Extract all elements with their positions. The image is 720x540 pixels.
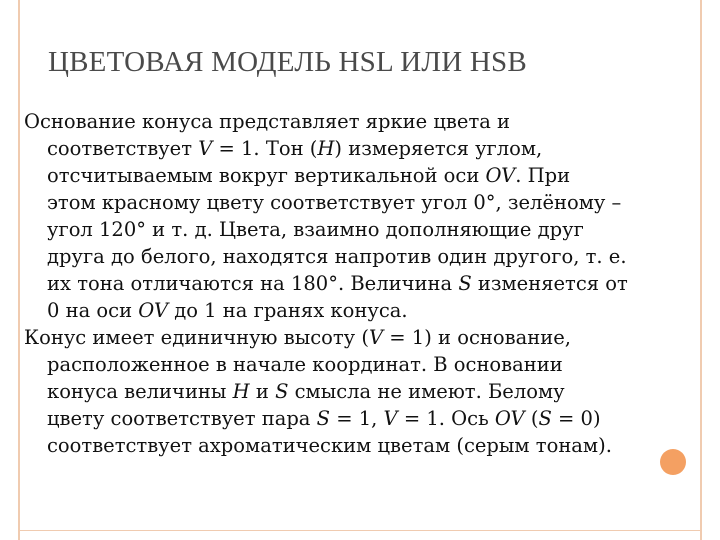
- text-line: [24, 405, 694, 432]
- slide-title: ЦВЕТОВАЯ МОДЕЛЬ HSL ИЛИ HSB: [48, 46, 527, 78]
- variable-s: S: [275, 380, 289, 403]
- text-run: и: [249, 380, 276, 403]
- slide-body: [24, 108, 694, 459]
- variable-ov: OV: [485, 164, 516, 187]
- slide-frame-bottom: [18, 530, 702, 531]
- paragraph-cone-base: [24, 108, 694, 324]
- text-run: изменяется от: [471, 272, 628, 295]
- text-run: = 1,: [330, 407, 384, 430]
- text-run: = 0): [551, 407, 601, 430]
- text-run: конуса величины: [47, 380, 233, 403]
- text-run: соответствует: [47, 137, 199, 160]
- text-line: [24, 378, 694, 405]
- text-line: этом красному цвету соответствует угол 0°, зелёному –: [47, 191, 622, 214]
- text-line: соответствует ахроматическим цветам (серым тонам).: [47, 434, 612, 457]
- text-run: Конус имеет единичную высоту (: [24, 326, 369, 349]
- text-run: ) измеряется углом,: [334, 137, 543, 160]
- text-run: . При: [515, 164, 571, 187]
- text-line: расположенное в начале координат. В основании: [47, 353, 563, 376]
- variable-v: V: [383, 407, 398, 430]
- text-run: = 1) и основание,: [383, 326, 571, 349]
- text-line: угол 120° и т. д. Цвета, взаимно дополняющие друг: [47, 218, 584, 241]
- text-line: [24, 297, 694, 324]
- variable-h: H: [317, 137, 335, 160]
- text-run: = 1. Тон (: [212, 137, 318, 160]
- accent-circle: [660, 449, 686, 475]
- text-line: [24, 324, 694, 351]
- variable-s: S: [316, 407, 330, 430]
- variable-ov: OV: [494, 407, 525, 430]
- text-run: = 1. Ось: [397, 407, 495, 430]
- text-run: их тона отличаются на 180°. Величина: [47, 272, 459, 295]
- text-line: [24, 162, 694, 189]
- variable-s: S: [458, 272, 472, 295]
- text-line: [24, 108, 694, 135]
- text-line: [24, 135, 694, 162]
- text-line: друга до белого, находятся напротив один другого, т. е.: [47, 245, 627, 268]
- variable-v: V: [198, 137, 213, 160]
- variable-v: V: [368, 326, 384, 349]
- text-run: до 1 на гранях конуса.: [168, 299, 408, 322]
- variable-h: H: [232, 380, 250, 403]
- paragraph-cone-height: [24, 324, 694, 459]
- variable-s: S: [538, 407, 552, 430]
- text-run: отсчитываемым вокруг вертикальной оси: [47, 164, 486, 187]
- text-run: (: [524, 407, 539, 430]
- text-run: смысла не имеют. Белому: [288, 380, 565, 403]
- text-run: 0 на оси: [47, 299, 139, 322]
- text-line: [24, 270, 694, 297]
- text-run: цвету соответствует пара: [47, 407, 317, 430]
- variable-ov: OV: [138, 299, 169, 322]
- text-run: Основание конуса представляет яркие цвета и: [24, 110, 511, 133]
